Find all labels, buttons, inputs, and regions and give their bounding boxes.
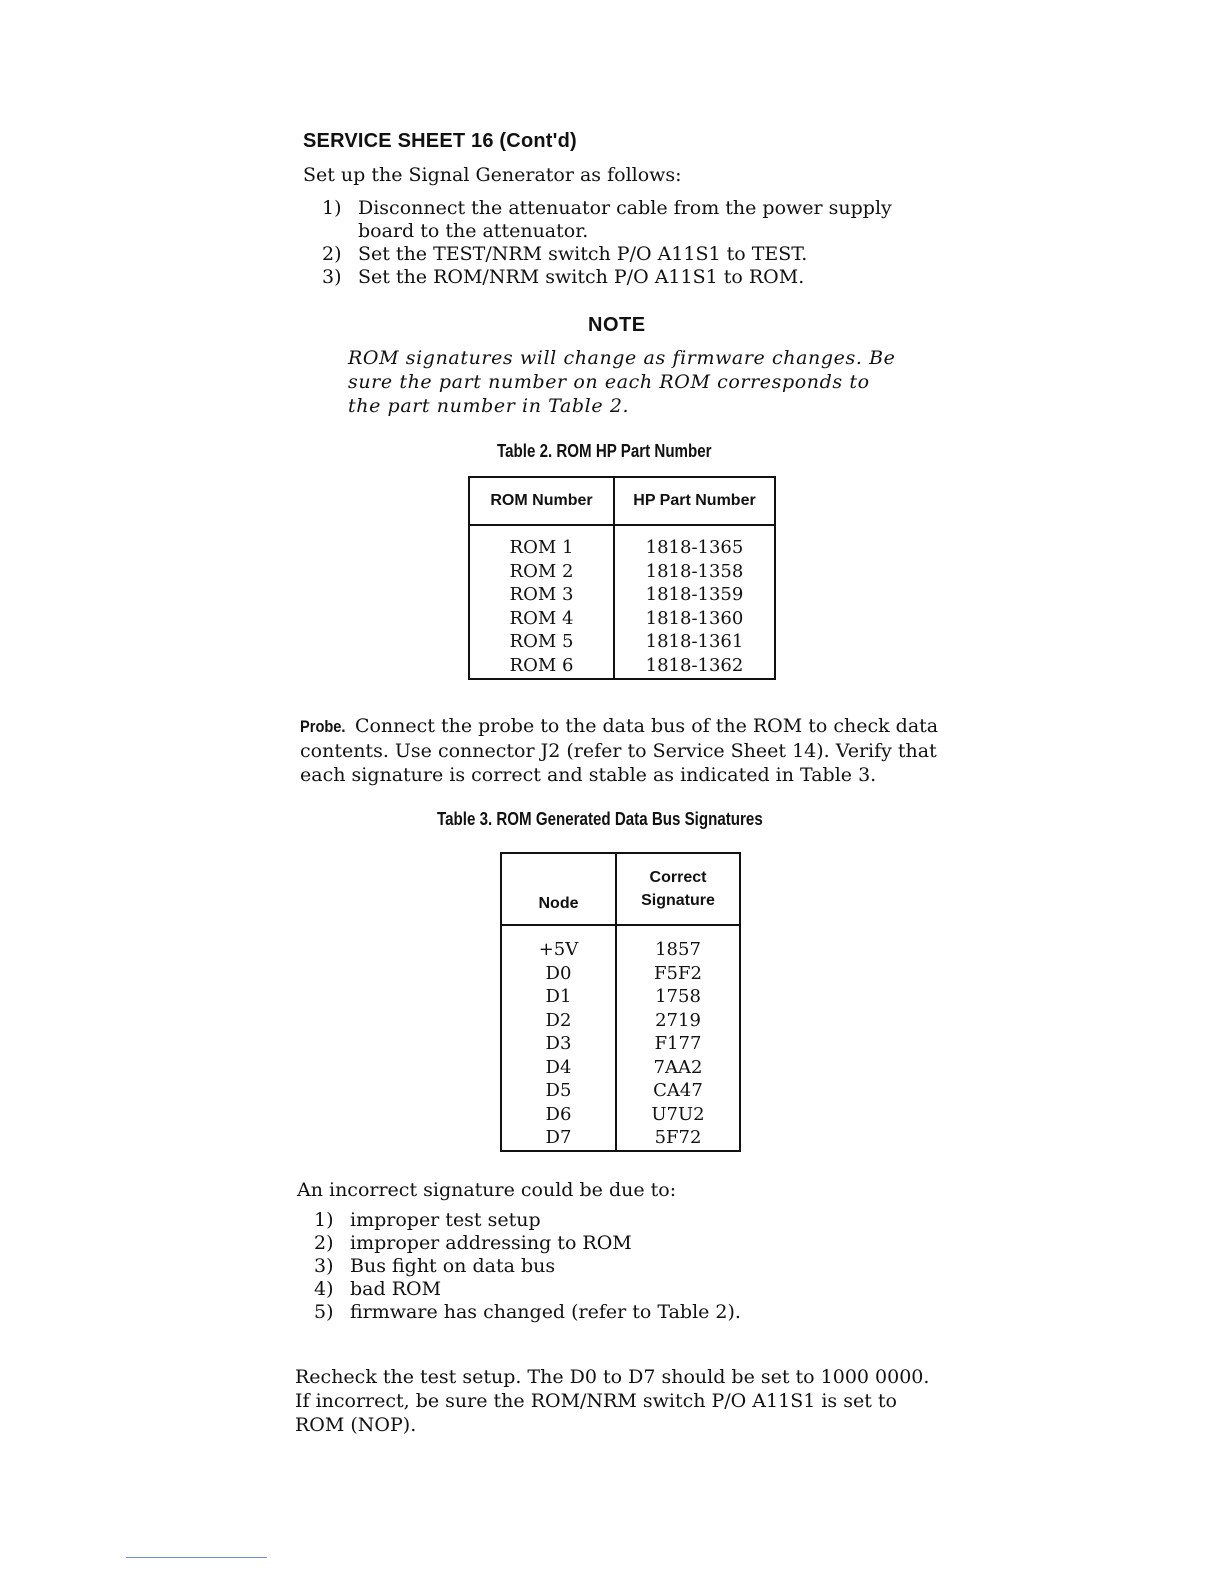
list-number: 4) [314, 1278, 334, 1300]
table-cell: ROM 4 [469, 607, 614, 631]
list-text: Disconnect the attenuator cable from the power supply board to the attenuator. [358, 197, 892, 242]
data-bus-signature-table [500, 852, 741, 1152]
list-text: improper addressing to ROM [350, 1232, 632, 1254]
table-row [501, 985, 740, 1009]
list-number: 1) [314, 1209, 334, 1231]
list-text: Bus fight on data bus [350, 1255, 556, 1277]
table-row [501, 962, 740, 986]
table-cell: 1857 [616, 925, 740, 962]
list-item [314, 1278, 874, 1301]
table2-caption: Table 2. ROM HP Part Number [497, 441, 712, 461]
table3-caption: Table 3. ROM Generated Data Bus Signatures [437, 809, 763, 829]
table-cell: 1818-1358 [614, 560, 775, 584]
table-row [501, 1103, 740, 1127]
list-number: 2) [322, 243, 342, 265]
list-number: 2) [314, 1232, 334, 1254]
table-cell: ROM 3 [469, 583, 614, 607]
causes-intro: An incorrect signature could be due to: [297, 1179, 677, 1201]
table-cell: F177 [616, 1032, 740, 1056]
table-header-row [469, 477, 775, 525]
table-cell: CA47 [616, 1079, 740, 1103]
probe-text: Connect the probe to the data bus of the ROM to check data contents. Use connector J2 (refer to Service Sheet 14). Verify that each signature is correct and stable as indicated in Table 3. [300, 715, 939, 786]
table-row [469, 630, 775, 654]
probe-label: Probe. [300, 717, 346, 736]
table-row [469, 607, 775, 631]
list-text: bad ROM [350, 1278, 442, 1300]
footnote-divider [126, 1557, 267, 1558]
setup-steps-list [322, 197, 952, 289]
note-text: ROM signatures will change as firmware changes. Be sure the part number on each ROM corresponds to the part number in Table 2. [348, 347, 896, 417]
list-text: Set the ROM/NRM switch P/O A11S1 to ROM. [358, 266, 805, 288]
table-row [501, 1009, 740, 1033]
table-cell: F5F2 [616, 962, 740, 986]
list-item [322, 243, 952, 266]
table-row [501, 1126, 740, 1151]
list-item [322, 197, 952, 243]
list-item [314, 1301, 874, 1324]
rom-part-number-table [468, 476, 776, 680]
table-cell: D3 [501, 1032, 616, 1056]
note-title: NOTE [588, 314, 646, 336]
list-item [314, 1232, 874, 1255]
table-cell: U7U2 [616, 1103, 740, 1127]
table-cell: 7AA2 [616, 1056, 740, 1080]
table-cell: ROM 2 [469, 560, 614, 584]
table-cell: D5 [501, 1079, 616, 1103]
list-number: 5) [314, 1301, 334, 1323]
table-row [501, 1056, 740, 1080]
table-cell: +5V [501, 925, 616, 962]
list-text: Set the TEST/NRM switch P/O A11S1 to TEST. [358, 243, 808, 265]
list-item [314, 1255, 874, 1278]
section-heading: SERVICE SHEET 16 (Cont'd) [303, 130, 577, 152]
list-item [314, 1209, 874, 1232]
column-header: ROM Number [469, 477, 614, 525]
table-cell: ROM 6 [469, 654, 614, 680]
table-row [469, 654, 775, 680]
table-cell: 1818-1361 [614, 630, 775, 654]
table-cell: 1818-1360 [614, 607, 775, 631]
causes-list [314, 1209, 874, 1324]
list-text: improper test setup [350, 1209, 541, 1231]
table-cell: ROM 5 [469, 630, 614, 654]
table-cell: 2719 [616, 1009, 740, 1033]
table-cell: D1 [501, 985, 616, 1009]
probe-paragraph [300, 714, 960, 787]
list-number: 3) [314, 1255, 334, 1277]
list-text: firmware has changed (refer to Table 2). [350, 1301, 741, 1323]
table-cell: D7 [501, 1126, 616, 1151]
table-row [501, 925, 740, 962]
table-cell: ROM 1 [469, 525, 614, 560]
table-cell: 1818-1362 [614, 654, 775, 680]
list-number: 3) [322, 266, 342, 288]
table-cell: 5F72 [616, 1126, 740, 1151]
table-cell: 1818-1359 [614, 583, 775, 607]
table-row [469, 525, 775, 560]
table-cell: D4 [501, 1056, 616, 1080]
list-number: 1) [322, 197, 342, 219]
column-header: Node [501, 853, 616, 925]
list-item [322, 266, 952, 289]
table-cell: D6 [501, 1103, 616, 1127]
table-cell: 1758 [616, 985, 740, 1009]
setup-intro: Set up the Signal Generator as follows: [303, 164, 682, 186]
table-header-row [501, 853, 740, 925]
table-cell: 1818-1365 [614, 525, 775, 560]
recheck-paragraph: Recheck the test setup. The D0 to D7 should be set to 1000 0000. If incorrect, be sure the ROM/NRM switch P/O A11S1 is set to ROM (NOP). [295, 1366, 930, 1436]
table-cell: D0 [501, 962, 616, 986]
column-header: HP Part Number [614, 477, 775, 525]
table-row [501, 1032, 740, 1056]
table-cell: D2 [501, 1009, 616, 1033]
table-row [469, 583, 775, 607]
table-row [501, 1079, 740, 1103]
column-header: Correct Signature [616, 853, 740, 925]
table-row [469, 560, 775, 584]
